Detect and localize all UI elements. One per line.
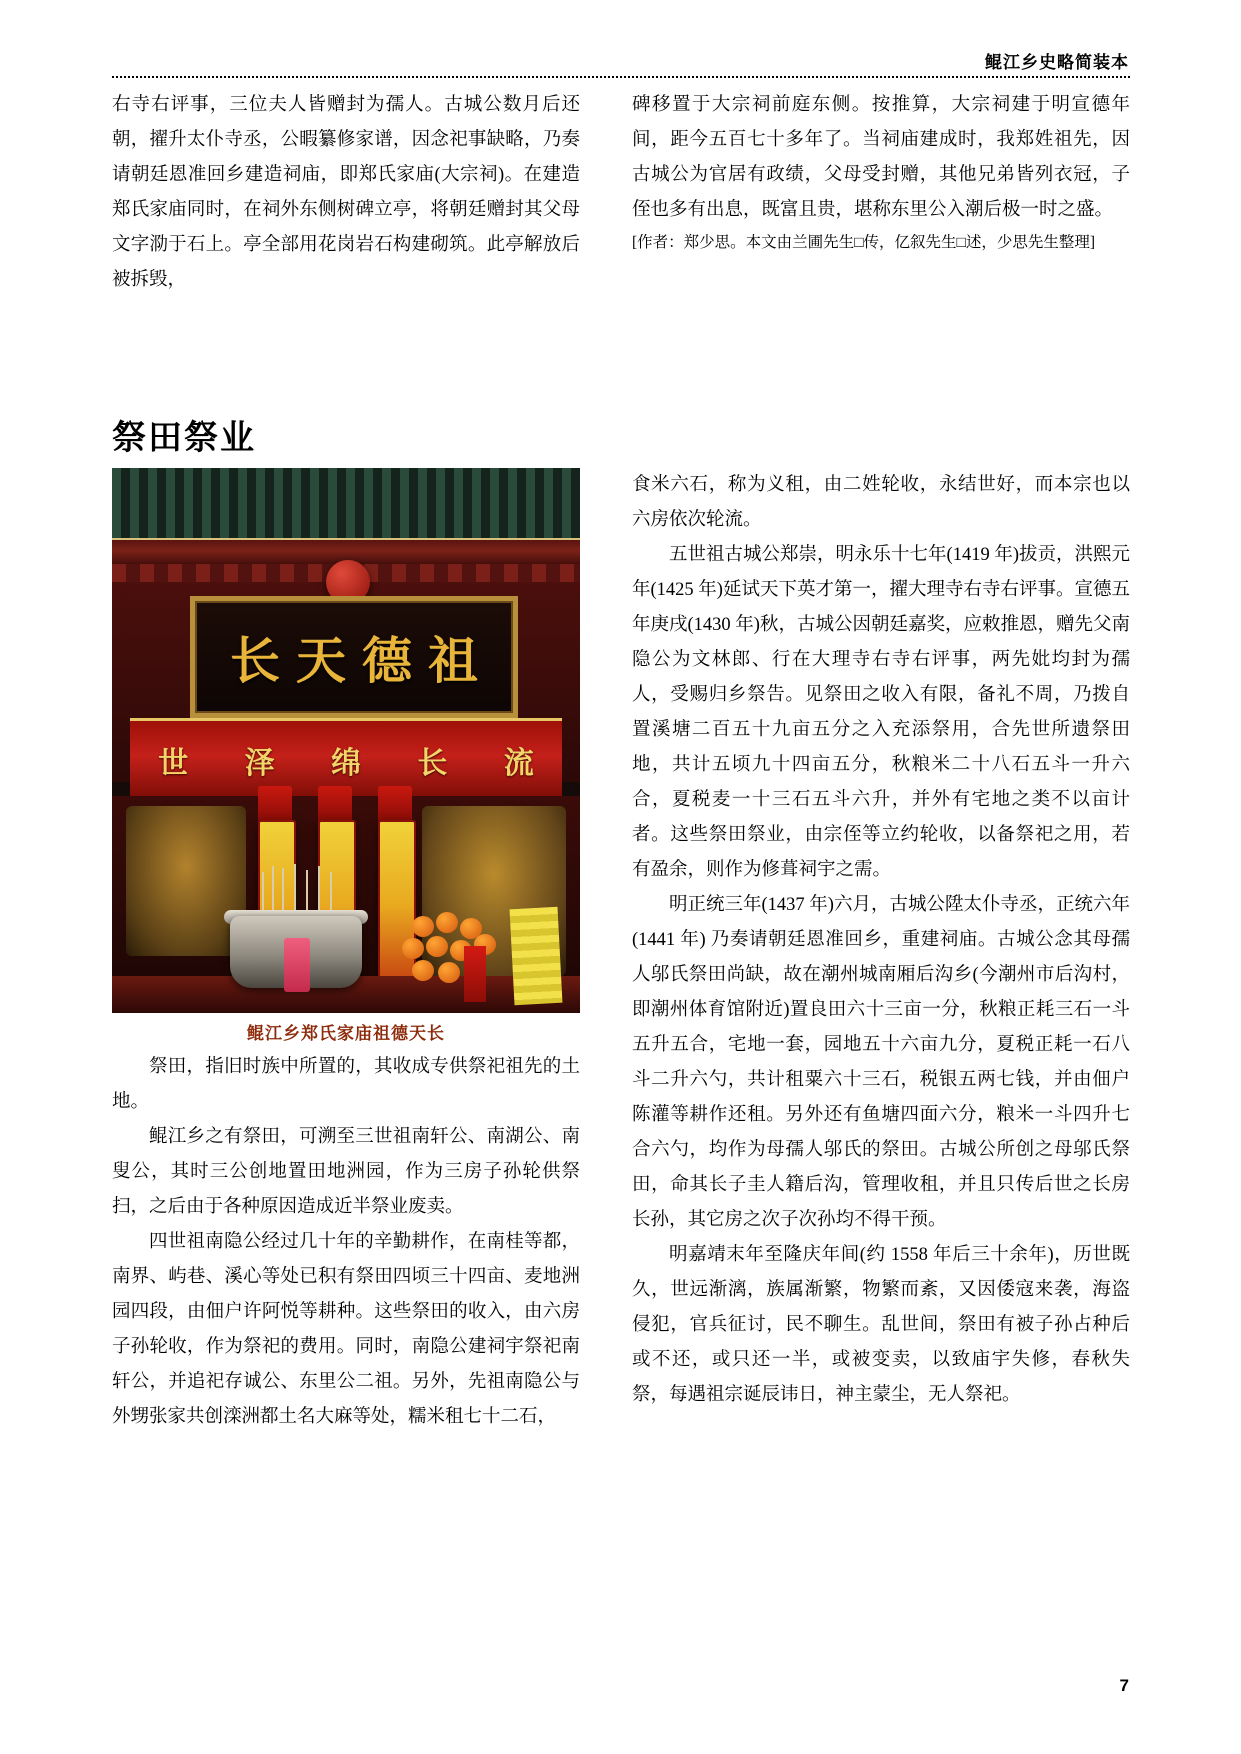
bottom-right-column	[632, 468, 1130, 1413]
running-header-title: 鲲江乡史略简装本	[985, 53, 1129, 72]
paragraph: 五世祖古城公郑崇，明永乐十七年(1419 年)拔贡，洪熙元年(1425 年)延试天下英才第一，擢大理寺右寺右评事。宣德五年庚戌(1430 年)秋，古城公因朝廷嘉奖，应敕推恩，赠先父南隐公为文林郎、行在大理寺右寺右评事，两先妣均封为孺人，受赐归乡祭告。见祭田之收入有限，备礼不周，乃拨自置溪塘二百五十九亩五分之入充添祭用，合先世所遗祭田地，共计五顷九十四亩五分，秋粮米二十八石五斗一升六合，夏税麦一十三石五斗六升，并外有宅地之类不以亩计者。这些祭田祭业，由宗侄等立约轮收，以备祭祀之用，若有盈余，则作为修葺祠宇之需。	[632, 545, 1130, 880]
banner-char: 流	[503, 747, 534, 780]
plaque-char: 长	[230, 633, 280, 689]
paragraph: 碑移置于大宗祠前庭东侧。按推算，大宗祠建于明宣德年间，距今五百七十多年了。当祠庙建成时，我郑姓祖先，因古城公为官居有政绩，父母受封赠，其他兄弟皆列衣冠，子侄也多有出息，既富且贵，堪称东里公入潮后极一时之盛。	[632, 95, 1130, 220]
banner-char: 绵	[330, 747, 361, 780]
paragraph: 明正统三年(1437 年)六月，古城公陞太仆寺丞，正统六年(1441 年) 乃奏请朝廷恩准回乡，重建祠庙。古城公念其母孺人邬氏祭田尚缺，故在潮州城南厢后沟乡(今潮州市后沟村，即潮州体育馆附近)置良田六十三亩一分，秋粮正耗三石一斗五升五合，宅地一套，园地五十六亩九分，夏税正耗一石八斗二升六勺，共计租粟六十三石，税银五两七钱，并由佃户陈灌等耕作还租。另外还有鱼塘四面六分，粮米一斗四升七合六勺，均作为母孺人邬氏的祭田。古城公所创之母邬氏祭田，命其长子圭人籍后沟，管理收租，并且只传后世之长房长孙，其它房之次子次孙均不得干预。	[632, 895, 1130, 1230]
orange-fruit	[412, 960, 434, 981]
orange-fruit	[436, 912, 458, 933]
temple-plaque	[190, 596, 518, 718]
section-heading: 祭田祭业	[112, 420, 256, 457]
paragraph: 祭田，指旧时族中所置的，其收成专供祭祀祖先的土地。	[112, 1057, 580, 1112]
yellow-paper-stack	[510, 907, 563, 1005]
page-number: 7	[1119, 1676, 1129, 1695]
banner-char: 泽	[244, 747, 275, 780]
figure-caption: 鲲江乡郑氏家庙祖德天长	[247, 1024, 445, 1043]
header-divider	[112, 76, 1130, 81]
giant-candle	[378, 820, 416, 994]
orange-fruit	[402, 938, 424, 959]
top-left-column	[112, 88, 580, 298]
top-right-column	[632, 88, 1130, 258]
paragraph: 四世祖南隐公经过几十年的辛勤耕作，在南桂等都，南界、屿巷、溪心等处已积有祭田四顷三十四亩、麦地洲园四段，由佃户许阿悦等耕种。这些祭田的收入，由六房子孙轮收，作为祭祀的费用。同时，南隐公建祠宇祭祀南轩公，并追祀存诚公、东里公二祖。另外，先祖南隐公与外甥张家共创滦洲都土名大麻等处，糯米租七十二石，	[112, 1232, 580, 1427]
plaque-char: 祖	[428, 633, 478, 689]
paragraph: 食米六石，称为义租，由二姓轮收，永结世好，而本宗也以六房依次轮流。	[632, 475, 1130, 530]
figure	[112, 468, 580, 1044]
plaque-char: 天	[296, 633, 346, 689]
censer-sash	[284, 938, 310, 992]
paragraph: 右寺右评事，三位夫人皆赠封为孺人。古城公数月后还朝，擢升太仆寺丞，公暇纂修家谱，因念祀事缺略，乃奏请朝廷恩准回乡建造祠庙，即郑氏家庙(大宗祠)。在建造郑氏家庙同时，在祠外东侧树碑立亭，将朝廷赠封其父母文字泐于石上。亭全部用花岗岩石构建砌筑。此亭解放后被拆毁，	[112, 95, 580, 290]
orange-fruit	[426, 936, 448, 957]
orange-fruit	[438, 962, 460, 983]
banner-char: 世	[158, 747, 189, 780]
temple-photo	[112, 468, 580, 1013]
gold-carving-left	[126, 806, 246, 956]
paragraph: 鲲江乡之有祭田，可溯至三世祖南轩公、南湖公、南叟公，其时三公创地置田地洲园，作为三房子孙轮供祭扫，之后由于各种原因造成近半祭业废卖。	[112, 1127, 580, 1217]
paragraph: 明嘉靖末年至隆庆年间(约 1558 年后三十余年)，历世既久，世远渐漓，族属渐繁，物繁而紊，又因倭寇来袭，海盗侵犯，官兵征讨，民不聊生。乱世间，祭田有被子孙占种后或不还，或只还一半，或被变卖，以致庙宇失修，春秋失祭，每遇祖宗诞辰讳日，神主蒙尘，无人祭祀。	[632, 1245, 1130, 1405]
bottom-left-column	[112, 1050, 580, 1435]
orange-fruit	[412, 916, 434, 937]
article-byline: [作者：郑少思。本文由兰圃先生□传，亿叙先生□述，少思先生整理]	[632, 234, 1096, 251]
red-envelope-stack	[464, 946, 486, 1002]
banner-char: 长	[417, 747, 448, 780]
plaque-char: 德	[362, 633, 412, 689]
